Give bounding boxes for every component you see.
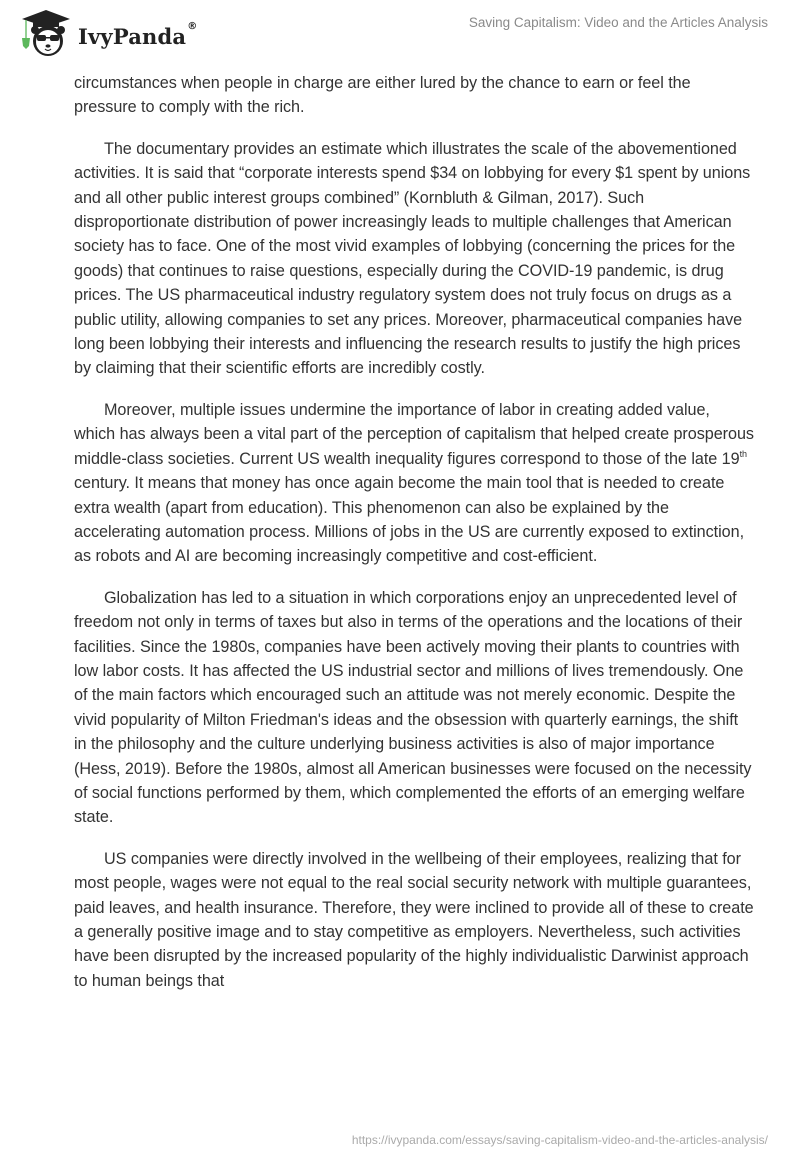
page-header — [0, 0, 800, 62]
panda-graduate-icon — [18, 8, 74, 58]
paragraph — [74, 398, 754, 569]
paragraph: The documentary provides an estimate which illustrates the scale of the abovementioned activities. It is said that “corporate interests spend $34 on lobbying for every $1 spent by unions and all other public interest groups combined” (Kornbluth & Gilman, 2017). Such disproportionate distribution of power increasingly leads to multiple challenges that American society has to face. One of the most vivid examples of lobbying (concerning the prices for the goods) that continues to raise questions, especially during the COVID-19 pandemic, is drug prices. The US pharmaceutical industry regulatory system does not truly focus on drugs as a public utility, allowing companies to set any prices. Moreover, pharmaceutical companies have long been lobbying their interests and influencing the research results to justify the high prices by claiming that their scientific efforts are incredibly costly. — [74, 139, 751, 378]
essay-body — [74, 71, 754, 1010]
paragraph-text: century. It means that money has once again become the main tool that is needed to create extra wealth (apart from education). This phenomenon can also be explained by the accelerating automation process. Millions of jobs in the US are currently exposed to extinction, as robots and AI are becoming increasingly competitive and cost-efficient. — [74, 474, 745, 566]
superscript: th — [739, 448, 747, 459]
document-title: Saving Capitalism: Video and the Articles Analysis — [468, 15, 768, 30]
paragraph-text: Moreover, multiple issues undermine the importance of labor in creating added value, which has always been a vital part of the perception of capitalism that helped create prosperous middle-class societies. Current US wealth inequality figures correspond to those of the late 19 — [74, 400, 754, 468]
source-url[interactable]: https://ivypanda.com/essays/saving-capitalism-video-and-the-articles-analysis/ — [351, 1133, 768, 1147]
ivypanda-logo[interactable] — [18, 8, 197, 58]
paragraph: Globalization has led to a situation in which corporations enjoy an unprecedented level of freedom not only in terms of taxes but also in terms of the operations and the locations of their facilities. Since the 1980s, companies have been actively moving their plants to countries with low labor costs. It has affected the US industrial sector and millions of lives tremendously. One of the main factors which encouraged such an attitude was not merely economic. Despite the vivid popularity of Milton Friedman's ideas and the obsession with quarterly earnings, the shift in the philosophy and the culture underlying business activities is also of major importance (Hess, 2019). Before the 1980s, almost all American businesses were focused on the necessity of social functions performed by them, which complemented the efforts of an emerging welfare state. — [74, 588, 752, 827]
paragraph: circumstances when people in charge are either lured by the chance to earn or feel the pressure to comply with the rich. — [74, 74, 691, 117]
paragraph: US companies were directly involved in the wellbeing of their employees, realizing that for most people, wages were not equal to the real social security network with multiple guarantees, paid leaves, and health insurance. Therefore, they were inclined to provide all of these to create a generally positive image and to stay competitive as employers. Nevertheless, such activities have been disrupted by the increased popularity of the highly individualistic Darwinist approach to human beings that — [74, 849, 754, 990]
logo-text: IvyPanda® — [78, 20, 198, 49]
registered-mark: ® — [187, 20, 198, 32]
